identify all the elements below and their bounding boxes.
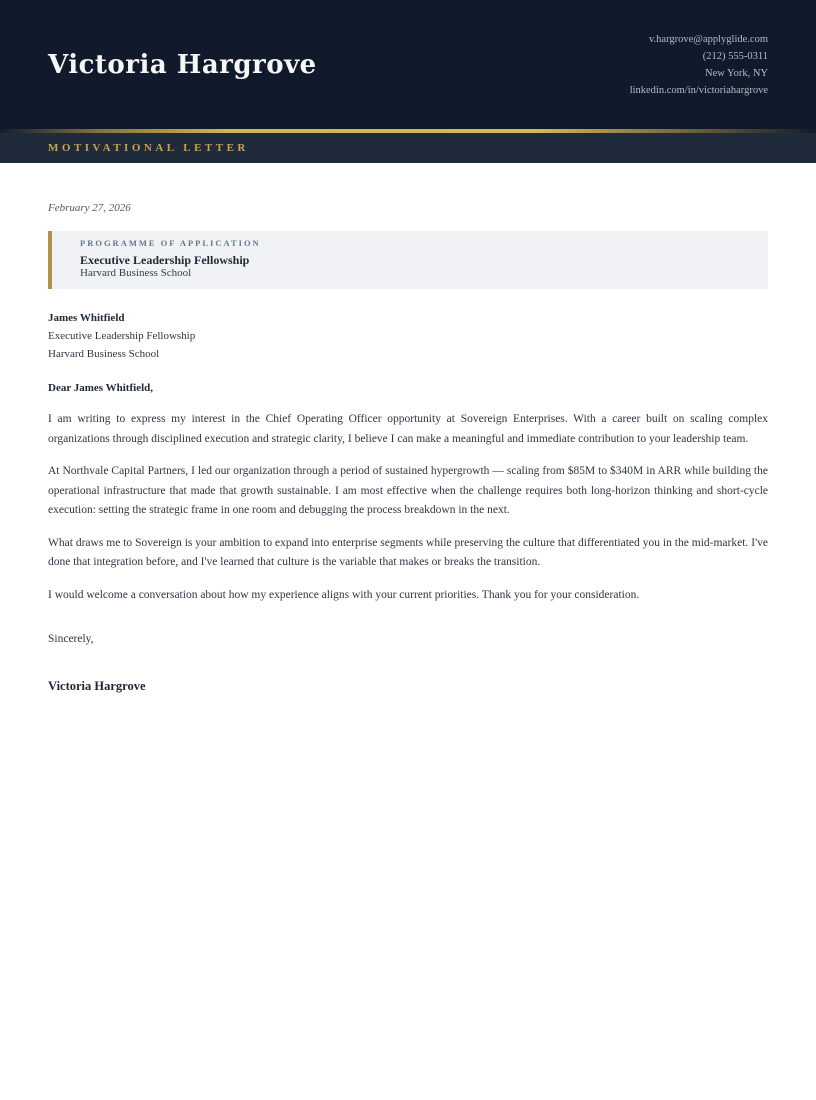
recipient-name: James Whitfield [48,312,125,324]
applicant-name: Victoria Hargrove [48,49,317,80]
recipient-institution: Harvard Business School [48,348,160,360]
section-title: MOTIVATIONAL LETTER [48,142,249,154]
contact-phone: (212) 555-0311 [702,50,768,62]
programme-label: PROGRAMME OF APPLICATION [80,238,261,248]
letterhead [0,0,816,129]
programme-callout [48,231,768,289]
signature-name: Victoria Hargrove [48,678,146,693]
letter-date: February 27, 2026 [48,202,131,214]
contact-location: New York, NY [704,67,768,79]
recipient-block [48,309,768,363]
salutation: Dear James Whitfield, [48,382,153,394]
closing: Sincerely, [48,633,94,645]
section-bar [0,133,816,163]
contact-linkedin: linkedin.com/in/victoriahargrove [629,84,768,96]
paragraph-2: At Northvale Capital Partners, I led our organization through a period of sustained hypergrowth — scaling from $85M to $340M in ARR while building the operational infrastructure that made that growth sustainable. I am most effective when the challenge requires both long-horizon thinking and short-cycle execution: setting the strategic frame in one room and debugging the process breakdown in the next. [48,465,768,516]
paragraph-1: I am writing to express my interest in the Chief Operating Officer opportunity at Sovereign Enterprises. With a career built on scaling complex organizations through disciplined execution and strategic clarity, I believe I can make a meaningful and immediate contribution to your leadership team. [48,413,768,445]
paragraph-4: I would welcome a conversation about how my experience aligns with your current priorities. Thank you for your consideration. [48,588,640,601]
contact-block [630,31,768,99]
contact-email: v.hargrove@applyglide.com [648,33,768,45]
letter-body [0,163,816,694]
programme-title: Executive Leadership Fellowship [80,253,250,267]
recipient-programme: Executive Leadership Fellowship [48,330,196,342]
paragraph-3: What draws me to Sovereign is your ambition to expand into enterprise segments while preserving the culture that differentiated you in the mid-market. I've done that integration before, and I've learned that culture is the variable that makes or breaks the transition. [48,536,768,568]
programme-institution: Harvard Business School [80,267,192,279]
